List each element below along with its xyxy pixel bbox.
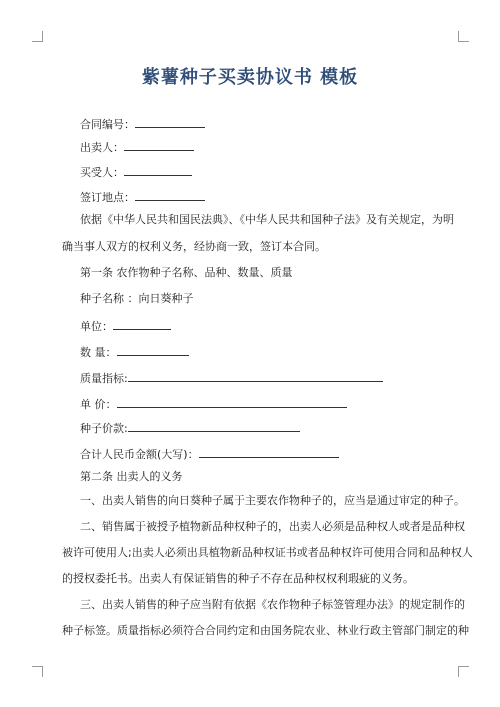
article2-para3-line1: 三、出卖人销售的种子应当附有依据《农作物种子标签管理办法》的规定制作的 [80,598,465,611]
total-label: 合计人民币金额(大写)： [80,448,199,461]
page-corner-mark-bottom-right [458,666,469,677]
price-row [80,396,347,412]
contract-number-label: 合同编号： [80,118,135,131]
seed-price-label: 种子价款: [80,422,128,435]
unit-label: 单位： [80,320,113,333]
seed-name: 种子名称 ：向日葵种子 [80,292,194,305]
article2-heading: 第二条 出卖人的义务 [80,470,183,483]
total-row [80,446,339,462]
buyer-blank[interactable] [124,164,192,176]
article2-para2-line3: 的授权委托书。出卖人有保证销售的种子不存在品种权权利瑕疵的义务。 [62,572,414,585]
unit-blank[interactable] [113,318,171,330]
article2-para2-line2: 被许可使用人;出卖人必须出具植物新品种权证书或者品种权许可使用合同和品种权人 [62,546,473,559]
seller-label: 出卖人： [80,141,124,154]
seller-row [80,139,194,155]
sign-place-row [80,189,205,205]
page-corner-mark-top-left [32,31,43,42]
sign-place-label: 签订地点： [80,191,135,204]
quality-label: 质量指标: [80,372,128,385]
quantity-row [80,344,189,360]
page-corner-mark-bottom-left [32,666,43,677]
unit-row [80,318,171,334]
seller-blank[interactable] [124,139,194,151]
intro-line-1: 依据《中华人民共和国民法典》、《中华人民共和国种子法》及有关规定，为明 [80,213,454,226]
price-label: 单 价： [80,398,117,411]
article2-para2-line1: 二、销售属于被授予植物新品种权种子的，出卖人必须是品种权人或者是品种权 [80,520,465,533]
article1-heading: 第一条 农作物种子名称、品种、数量、质量 [80,266,293,279]
quantity-blank[interactable] [117,344,189,356]
quantity-label: 数 量： [80,346,117,359]
contract-number-blank[interactable] [135,116,205,128]
total-blank[interactable] [199,446,339,458]
quality-blank[interactable] [128,370,383,382]
article2-para3-line2: 种子标签。质量指标必须符合合同约定和由国务院农业、林业行政主管部门制定的种 [62,624,469,637]
sign-place-blank[interactable] [135,189,205,201]
document-title: 紫薯种子买卖协议书 模板 [141,67,359,88]
contract-number-row [80,116,205,132]
intro-line-2: 确当事人双方的权利义务，经协商一致，签订本合同。 [62,240,326,253]
seed-price-blank[interactable] [128,420,300,432]
price-blank[interactable] [117,396,347,408]
buyer-row [80,164,192,180]
quality-row [80,370,383,386]
buyer-label: 买受人： [80,166,124,179]
seed-price-row [80,420,300,436]
page-corner-mark-top-right [458,31,469,42]
article2-para1: 一、出卖人销售的向日葵种子属于主要农作物种子的，应当是通过审定的种子。 [80,494,465,507]
